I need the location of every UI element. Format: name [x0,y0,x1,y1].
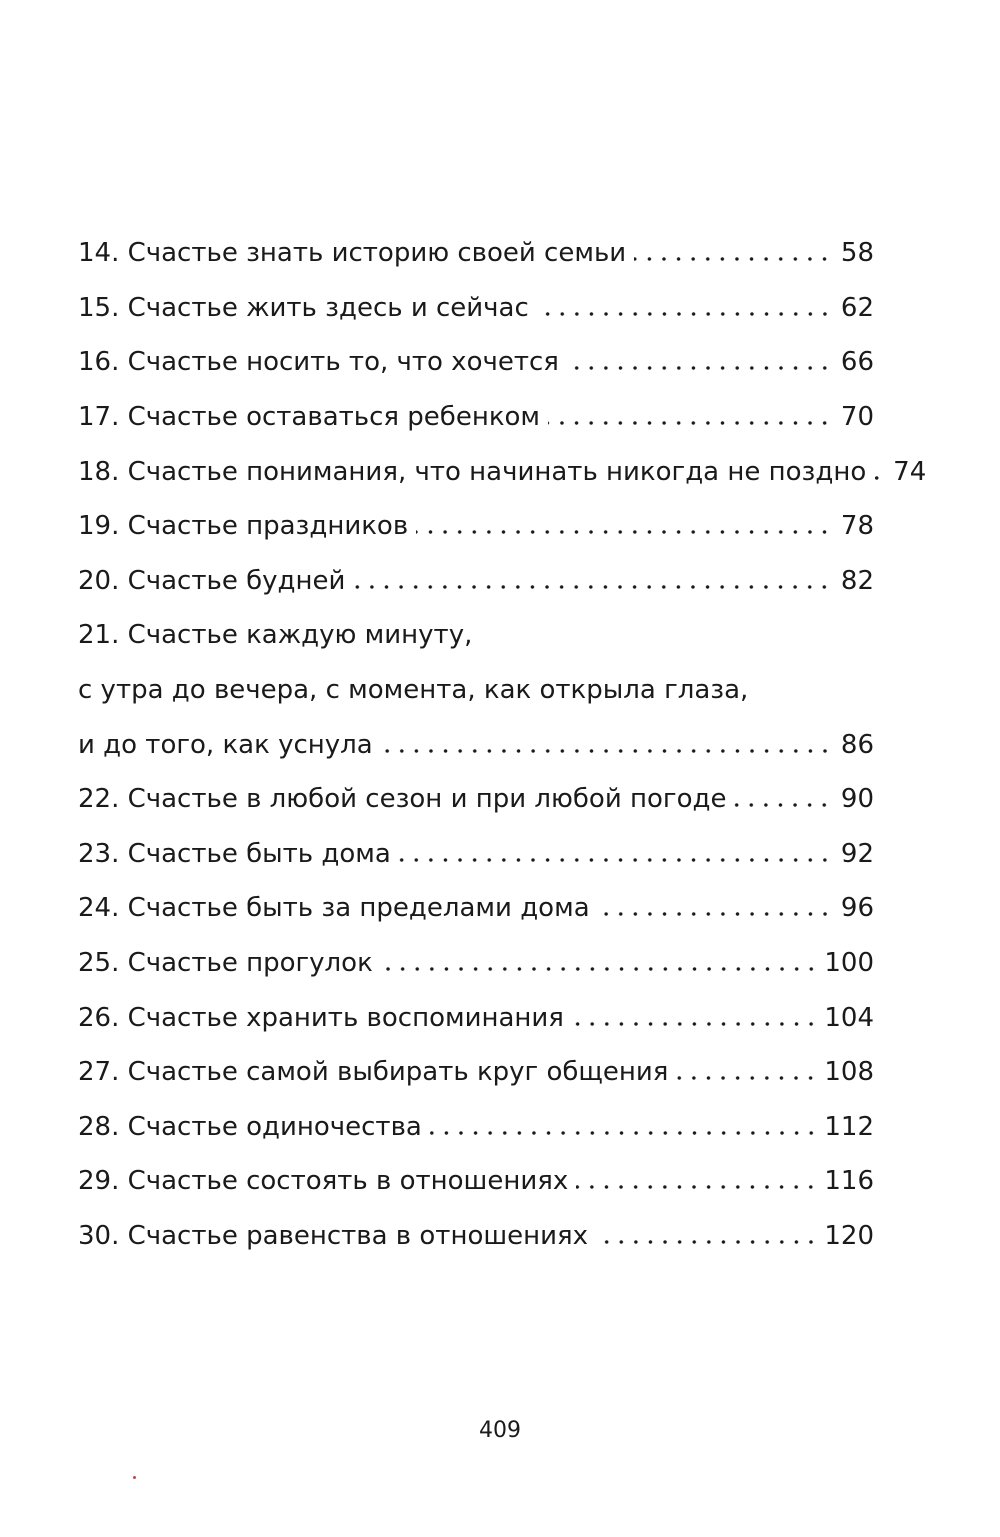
toc-entry-title: 17. Счастье оставаться ребенком [78,402,541,433]
toc-entry-page: 74 [893,456,927,487]
toc-entry-page: 62 [840,292,874,323]
toc-entry-title: 28. Счастье одиночества [78,1111,422,1142]
toc-entry-title: 15. Счастье жить здесь и сейчас [78,292,529,323]
print-speck [133,1476,136,1479]
toc-entry-title: 27. Счастье самой выбирать круг общения [78,1057,669,1088]
toc-entry [78,499,874,554]
toc-entry [78,1154,874,1209]
toc-entry-page: 86 [840,729,874,760]
dot-leader [399,841,832,867]
page-number: 409 [479,1418,521,1443]
toc-entry-title: и до того, как уснула [78,729,373,760]
dot-leader [676,1059,818,1085]
dot-leader [734,786,832,812]
dot-leader [381,950,819,976]
toc-entry-page: 116 [824,1166,874,1197]
toc-entry-page: 92 [840,838,874,869]
toc-entry [78,881,874,936]
toc-entry [78,1209,874,1264]
toc-entry-page: 120 [824,1220,874,1251]
toc-entry-page: 70 [840,402,874,433]
toc-entry [78,1045,874,1100]
dot-leader [430,1114,819,1140]
toc-entry-page: 78 [840,511,874,542]
toc-entry-continued [78,608,874,663]
toc-entry-page: 66 [840,347,874,378]
toc-entry [78,772,874,827]
toc-entry [78,281,874,336]
toc-entry-page: 82 [840,565,874,596]
toc-entry-page: 58 [840,238,874,269]
toc-entry-page: 104 [824,1002,874,1033]
toc-entry-title: 22. Счастье в любой сезон и при любой погоде [78,784,727,815]
toc-entry-title: 21. Счастье каждую минуту, [78,620,473,651]
toc-entry [78,990,874,1045]
toc-entry-title: 25. Счастье прогулок [78,948,373,979]
toc-entry [78,226,874,281]
dot-leader [598,895,832,921]
toc-entry-title: 20. Счастье будней [78,565,346,596]
toc-entry-title: с утра до вечера, с момента, как открыла глаза, [78,675,749,706]
dot-leader [548,404,832,430]
toc-entry-title: 16. Счастье носить то, что хочется [78,347,559,378]
toc-entry [78,444,927,499]
dot-leader [567,349,832,375]
toc-entry-title: 30. Счастье равенства в отношениях [78,1220,589,1251]
toc-entry-page: 112 [824,1111,874,1142]
toc-entry-title: 29. Счастье состоять в отношениях [78,1166,569,1197]
toc-entry-title: 26. Счастье хранить воспоминания [78,1002,564,1033]
toc-entry [78,554,874,609]
dot-leader [572,1005,818,1031]
dot-leader [596,1223,818,1249]
toc-entry-page: 96 [840,893,874,924]
dot-leader [634,240,832,266]
toc-entry-page: 90 [840,784,874,815]
toc-entry [78,390,874,445]
toc-entry [78,717,874,772]
toc-entry-title: 23. Счастье быть дома [78,838,391,869]
toc-entry-title: 14. Счастье знать историю своей семьи [78,238,627,269]
toc-entry-title: 24. Счастье быть за пределами дома [78,893,590,924]
toc-entry-title: 18. Счастье понимания, что начинать никогда не поздно [78,456,867,487]
toc-entry [78,335,874,390]
toc-entry-page: 100 [824,948,874,979]
toc-entry-continued [78,663,874,718]
dot-leader [416,513,832,539]
dot-leader [874,459,884,485]
toc-entry-title: 19. Счастье праздников [78,511,409,542]
toc-entry-page: 108 [824,1057,874,1088]
dot-leader [576,1168,818,1194]
dot-leader [381,732,832,758]
table-of-contents [78,226,927,1263]
dot-leader [537,295,832,321]
toc-entry [78,827,874,882]
dot-leader [353,568,832,594]
toc-entry [78,1100,874,1155]
toc-entry [78,936,874,991]
